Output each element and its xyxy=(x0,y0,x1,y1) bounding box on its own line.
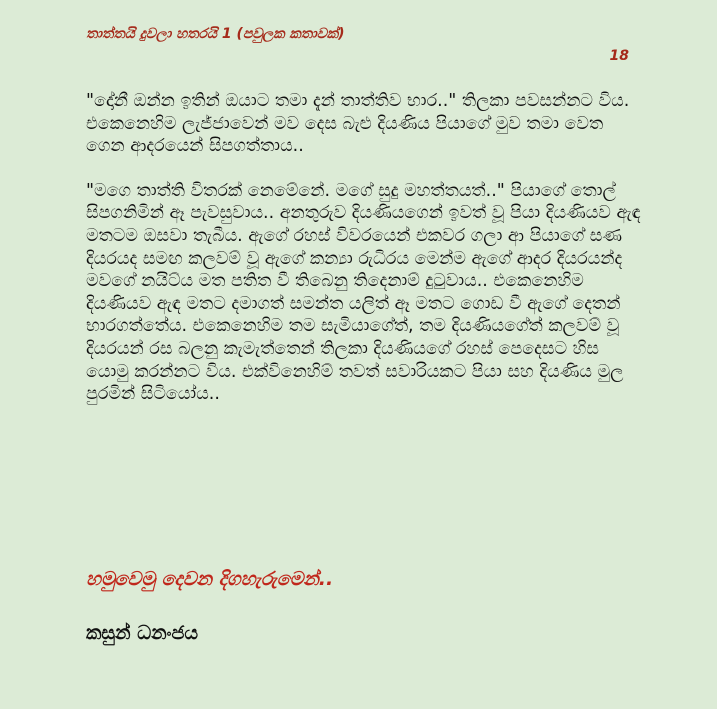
series-title: තාත්තයි දුවලා හතරයි 1 (පවුලක කතාවක්) xyxy=(86,26,345,42)
story-body xyxy=(86,90,646,406)
author-name: කසුන් ධනංජය xyxy=(86,622,198,644)
page-number: 18 xyxy=(609,48,629,64)
closing-line: හමුවෙමු දෙවන දිගහැරුමෙන්.. xyxy=(86,568,334,590)
paragraph-1: "දෝනී ඔන්න ඉතින් ඔයාට තමා දැන් තාත්තිව භාර.." තිලකා පවසන්නට විය. එකෙනෙහිම ලැජ්ජාවෙන් මව දෙස බැළු දියණිය පියාගේ මුව තමා වෙත ගෙන ආදරයෙන් සිපගත්තාය.. xyxy=(86,91,630,157)
paragraph-2: "මගෙ තාත්ති විතරක් නෙමේනේ. මගේ සුදු මහත්තයත්.." පියාගේ තොල් සිපගනිමින් ඈ පැවසුවාය.. අනතුරුව දියණියගෙන් ඉවත් වූ පියා දියණියව ඇඳ මතටම ඔසවා තැබීය. ඇගේ රහස් විවරයෙන් එකවර ගලා ආ පියාගේ සණ දියරයද සමඟ කලවම් වූ ඇගේ කන්‍යා රුධිරය මෙන්ම ඇගේ ආදර දියරයන්ද මවගේ නයිට්ය මත පතිත වී තිබෙනු තිදෙනාම් දුටුවාය.. එකෙනෙහිම දියණියව ඇඳ මතට දමාගත් සමන්ත යලිත් ඈ මතට ගොඩ වී ඇගේ දෙතන් භාරගත්තේය. එකෙනෙහිම තම සැමියාගේත්, තම දියණියගේත් කලවම් වූ දියරයන් රස බලනු කැමැත්තෙන් තිලකා දියණියගේ රහස් පෙදෙසට හිස යොමු කරන්නට විය. එක්විනෙහිම් තවත් සවාරියකට පියා සහ දියණිය මුල පුරමින් සිටියෝය.. xyxy=(86,180,641,405)
